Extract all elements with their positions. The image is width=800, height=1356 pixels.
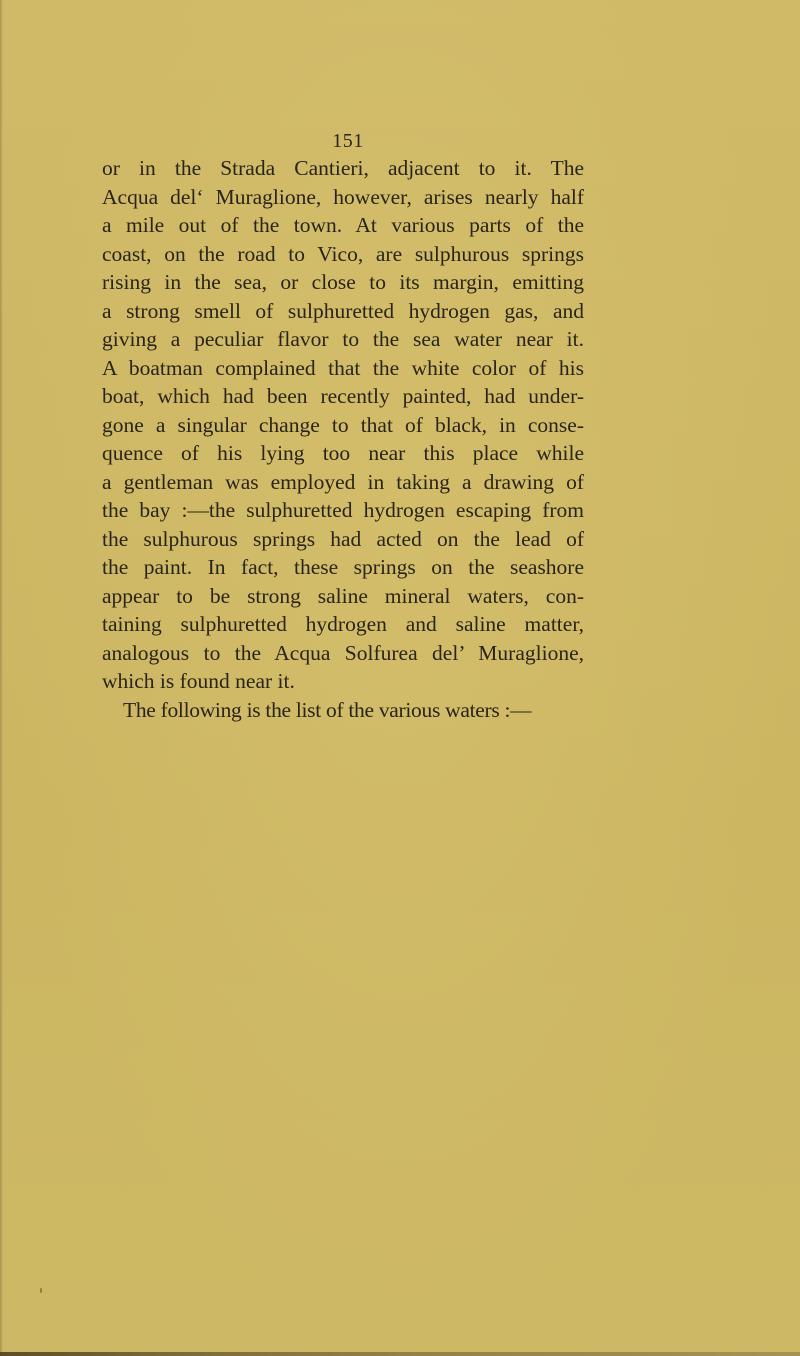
text-line: the sulphurous springs had acted on the lead of: [102, 526, 584, 551]
text-line: a gentleman was employed in taking a drawing of: [102, 469, 584, 494]
text-line: rising in the sea, or close to its margin, emitting: [102, 270, 584, 294]
text-line: the bay :—the sulphuretted hydrogen escaping from: [102, 498, 584, 522]
text-line: analogous to the Acqua Solfurea del’ Muraglione,: [102, 640, 584, 665]
text-line-indented: The following is the list of the various waters :—: [123, 697, 532, 722]
page-left-edge: [0, 0, 3, 1356]
text-line: Acqua del‘ Muraglione, however, arises nearly half: [102, 184, 584, 209]
page-number: [0, 130, 800, 153]
page-number-text: 151: [332, 130, 364, 152]
text-line: coast, on the road to Vico, are sulphurous springs: [102, 241, 584, 266]
page-bottom-edge: [0, 1352, 800, 1356]
body-text: [102, 154, 584, 724]
text-line: boat, which had been recently painted, had under-: [102, 384, 584, 408]
text-line: taining sulphuretted hydrogen and saline matter,: [102, 612, 584, 636]
text-line: which is found near it.: [102, 669, 295, 693]
text-line: giving a peculiar flavor to the sea water near it.: [102, 327, 584, 351]
text-line: A boatman complained that the white color of his: [102, 355, 584, 380]
text-line: appear to be strong saline mineral waters, con-: [102, 583, 584, 608]
text-line: a mile out of the town. At various parts of the: [102, 213, 584, 237]
text-line: the paint. In fact, these springs on the seashore: [102, 555, 584, 579]
text-line: gone a singular change to that of black, in conse-: [102, 412, 584, 437]
text-line: quence of his lying too near this place while: [102, 441, 584, 465]
text-line: a strong smell of sulphuretted hydrogen gas, and: [102, 298, 584, 323]
paper-speck: [40, 1288, 42, 1293]
text-line: or in the Strada Cantieri, adjacent to it. The: [102, 156, 584, 180]
